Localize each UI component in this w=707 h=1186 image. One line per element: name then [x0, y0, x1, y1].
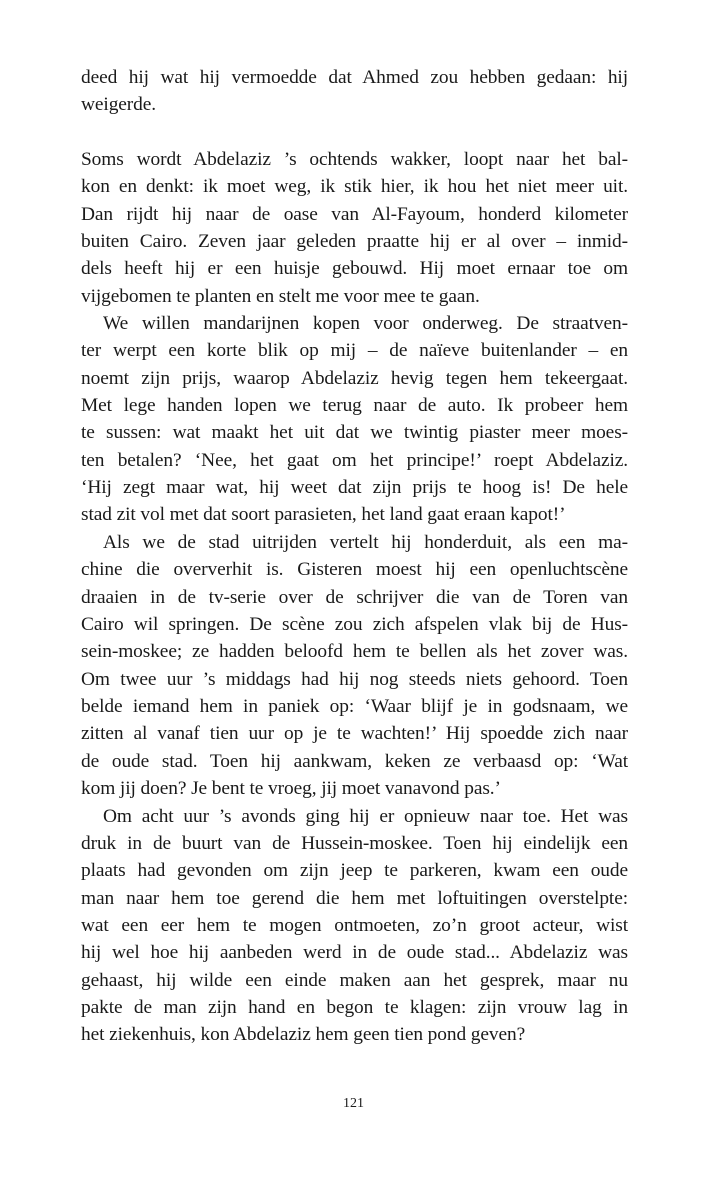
- text-line: ten betalen? ‘Nee, het gaat om het principe!’ roept Abdelaziz.: [81, 449, 628, 471]
- text-line: deed hij wat hij vermoedde dat Ahmed zou hebben gedaan: hij: [81, 67, 628, 88]
- text-line: kon en denkt: ik moet weg, ik stik hier, ik hou het niet meer uit.: [81, 176, 628, 198]
- paragraph: [81, 529, 628, 802]
- text-line: Met lege handen lopen we terug naar de auto. Ik probeer hem: [81, 395, 628, 417]
- text-line: We willen mandarijnen kopen voor onderweg. De straatven-: [103, 313, 628, 334]
- text-line: te sussen: wat maakt het uit dat we twintig piaster meer moes-: [81, 422, 628, 444]
- text-line: pakte de man zijn hand en begon te klagen: zijn vrouw lag in: [81, 996, 628, 1018]
- text-line: hij wel hoe hij aanbeden werd in de oude stad... Abdelaziz was: [81, 942, 628, 964]
- paragraph: [81, 803, 628, 1049]
- text-line: gehaast, hij wilde een einde maken aan het gesprek, maar nu: [81, 969, 628, 991]
- text-line: man naar hem toe gerend die hem met loftuitingen overstelpte:: [81, 887, 628, 909]
- text-line: stad zit vol met dat soort parasieten, het land gaat eraan kapot!’: [81, 504, 566, 526]
- text-line: de oude stad. Toen hij aankwam, keken ze verbaasd op: ‘Wat: [81, 750, 628, 772]
- text-line: noemt zijn prijs, waarop Abdelaziz hevig tegen hem tekeergaat.: [81, 367, 628, 389]
- text-line: Om acht uur ’s avonds ging hij er opnieuw naar toe. Het was: [103, 805, 628, 827]
- paragraph: [81, 146, 628, 310]
- text-line: chine die oververhit is. Gisteren moest hij een openluchtscène: [81, 559, 628, 581]
- text-line: het ziekenhuis, kon Abdelaziz hem geen tien pond geven?: [81, 1024, 526, 1046]
- text-line: kom jij doen? Je bent te vroeg, jij moet vanavond pas.’: [81, 778, 501, 800]
- text-line: Als we de stad uitrijden vertelt hij honderduit, als een ma-: [103, 532, 628, 553]
- text-line: zitten al vanaf tien uur op je te wachten!’ Hij spoedde zich naar: [81, 723, 628, 745]
- text-line: Soms wordt Abdelaziz ’s ochtends wakker, loopt naar het bal-: [81, 149, 628, 170]
- text-line: plaats had gevonden om zijn jeep te parkeren, kwam een oude: [81, 860, 628, 882]
- text-line: draaien in de tv-serie over de schrijver die van de Toren van: [81, 586, 628, 608]
- text-line: vijgebomen te planten en stelt me voor mee te gaan.: [81, 285, 480, 307]
- text-line: sein-moskee; ze hadden beloofd hem te bellen als het zover was.: [81, 641, 628, 663]
- page-number: 121: [343, 1096, 364, 1111]
- text-line: Dan rijdt hij naar de oase van Al-Fayoum, honderd kilometer: [81, 203, 628, 225]
- paragraph: [81, 64, 628, 119]
- text-line: dels heeft hij er een huisje gebouwd. Hij moet ernaar toe om: [81, 258, 628, 280]
- text-line: ter werpt een korte blik op mij – de naïeve buitenlander – en: [81, 340, 628, 362]
- text-line: weigerde.: [81, 94, 157, 116]
- text-line: belde iemand hem in paniek op: ‘Waar blijf je in godsnaam, we: [81, 696, 628, 718]
- paragraph: [81, 310, 628, 529]
- text-line: Cairo wil springen. De scène zou zich afspelen vlak bij de Hus-: [81, 614, 628, 636]
- text-line: ‘Hij zegt maar wat, hij weet dat zijn prijs te hoog is! De hele: [81, 477, 628, 499]
- text-line: wat een eer hem te mogen ontmoeten, zo’n groot acteur, wist: [81, 914, 628, 936]
- text-line: Om twee uur ’s middags had hij nog steeds niets gehoord. Toen: [81, 668, 628, 690]
- text-line: buiten Cairo. Zeven jaar geleden praatte hij er al over – inmid-: [81, 231, 628, 253]
- text-line: druk in de buurt van de Hussein-moskee. Toen hij eindelijk een: [81, 832, 628, 854]
